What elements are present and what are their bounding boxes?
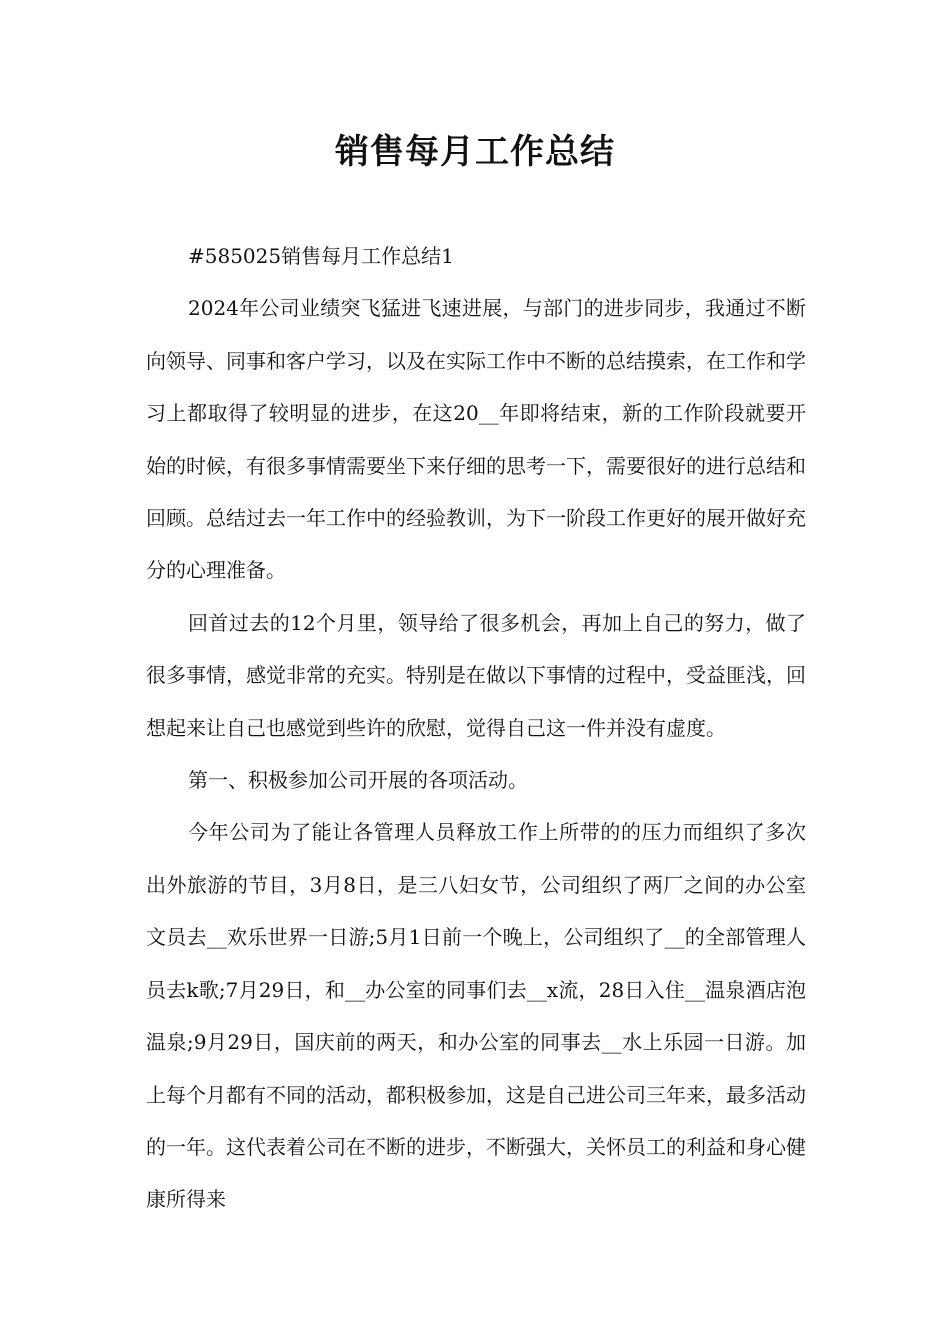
paragraph-intro: 2024年公司业绩突飞猛进飞速进展，与部门的进步同步，我通过不断向领导、同事和客户学习，以及在实际工作中不断的总结摸索，在工作和学习上都取得了较明显的进步，在这20__年即将结束，新的工作阶段就要开始的时候，有很多事情需要坐下来仔细的思考一下，需要很好的进行总结和回顾。总结过去一年工作中的经验教训，为下一阶段工作更好的展开做好充分的心理准备。 [146,296,806,583]
document-body [146,230,806,1226]
paragraph-activities: 今年公司为了能让各管理人员释放工作上所带的的压力而组织了多次出外旅游的节目，3月8日，是三八妇女节，公司组织了两厂之间的办公室文员去__欢乐世界一日游;5月1日前一个晚上，公司组织了__的全部管理人员去k歌;7月29日，和__办公室的同事们去__x流，28日入住__温泉酒店泡温泉;9月29日，国庆前的两天，和办公室的同事去__水上乐园一日游。加上每个月都有不同的活动，都积极参加，这是自己进公司三年来，最多活动的一年。这代表着公司在不断的进步，不断强大，关怀员工的利益和身心健康所得来 [146,820,806,1212]
paragraph-review: 回首过去的12个月里，领导给了很多机会，再加上自己的努力，做了很多事情，感觉非常的充实。特别是在做以下事情的过程中，受益匪浅，回想起来让自己也感觉到些许的欣慰，觉得自己这一件并没有虚度。 [146,610,806,740]
document-heading-line: #585025销售每月工作总结1 [188,244,454,268]
document-title: 销售每月工作总结 [335,132,615,172]
section-heading-activities: 第一、积极参加公司开展的各项活动。 [188,768,528,793]
